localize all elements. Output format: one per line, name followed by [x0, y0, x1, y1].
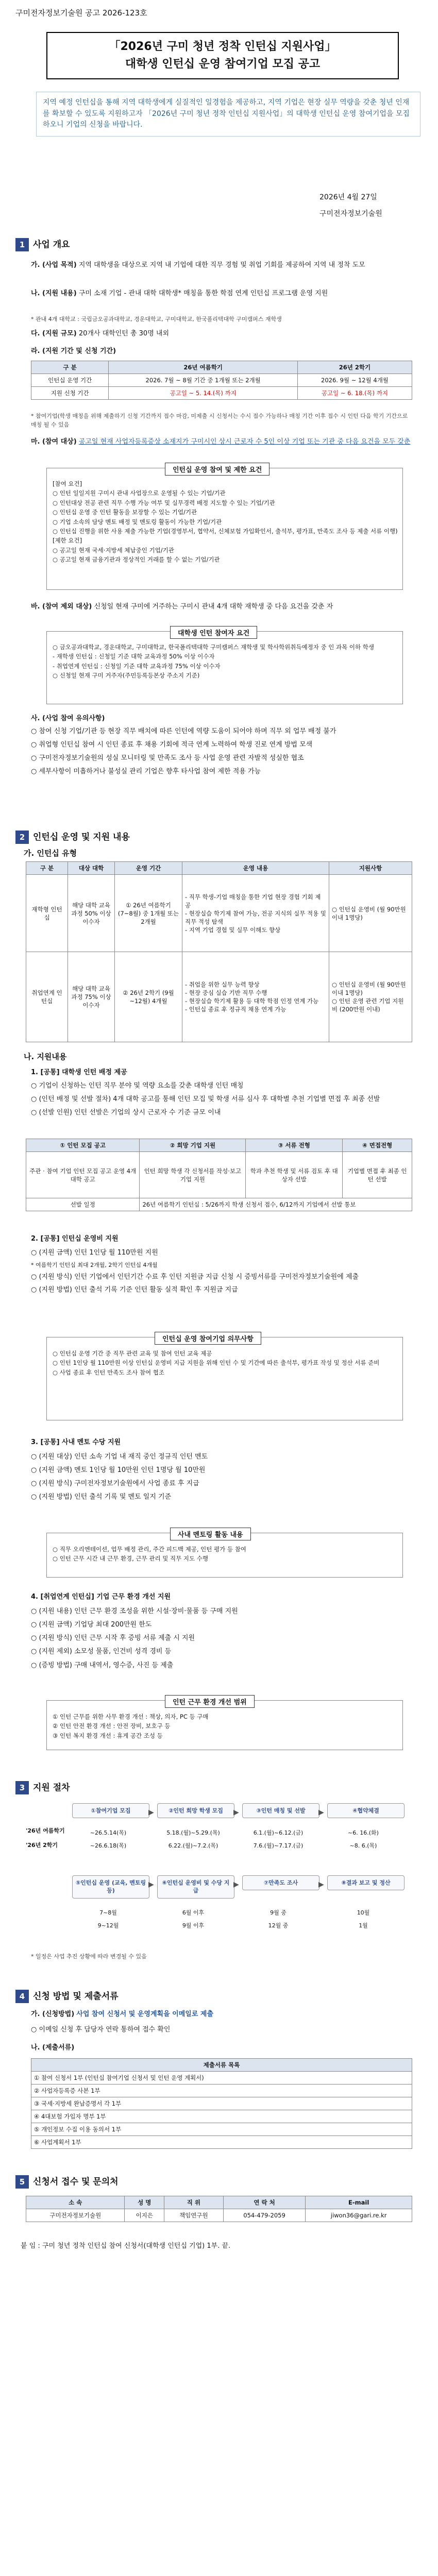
method-note: ○ 이메일 신청 후 담당자 연락 통하여 접수 확인 [31, 2026, 171, 2033]
extra-box-content [53, 1712, 398, 1740]
mentor-box-content [53, 1545, 398, 1564]
support-line: ○ (선발 인원) 인턴 선발은 기업의 상시 근로자 수 기준 규모 이내 [31, 1109, 221, 1117]
type-table [26, 861, 412, 1042]
exclusion-item [31, 602, 412, 612]
section-title: 지원 절차 [33, 1783, 70, 1793]
flow-header: ③ 서류 전형 [246, 1139, 343, 1152]
title-line-2: 대학생 인턴십 운영 참여기업 모집 공고 [125, 58, 321, 71]
extra-line: ○ (지원 방식) 인턴 근무 시작 후 증빙 서류 제출 시 지원 [31, 1634, 195, 1642]
section-number: 4 [15, 1990, 29, 2003]
target-line: ○ 인턴십 운영 중 인턴 활동을 보장할 수 있는 기업/기관 [53, 509, 197, 516]
support-line: ○ 기업이 신청하는 인턴 직무 분야 및 역량 요소를 갖춘 대학생 인턴 매칭 [31, 1082, 244, 1090]
target-line: ○ 기업 소속의 담당 멘토 배정 및 멘토링 활동이 가능한 기업/기관 [53, 518, 222, 526]
target-line: ○ 공고일 현재 국세·지방세 체납중인 기업/기관 [53, 546, 174, 554]
mentor-box-line: ○ 인턴 근무 시간 내 근무 환경, 근무 관리 및 직무 지도 수행 [53, 1555, 208, 1563]
method-label: 가. (신청방법) [31, 2010, 75, 2018]
target-box-content [53, 479, 398, 565]
notice-number: 구미전자정보기술원 공고 2026-123호 [15, 8, 147, 18]
op-box-line: ○ 사업 종료 후 인턴 만족도 조사 참여 협조 [53, 1368, 165, 1376]
section-title: 신청서 접수 및 문의처 [33, 2177, 119, 2187]
step-2 [157, 1803, 234, 1818]
extra-line: ○ (지원 내용) 인턴 근무 환경 조성을 위한 시설·장비·물품 등 구매 지원 [31, 1607, 238, 1615]
section-number: 5 [15, 2175, 29, 2189]
step-label: ⑧결과 보고 및 정산 [341, 1879, 391, 1886]
period-header: 26년 여름학기 [109, 361, 298, 374]
scale-text: 20개사 대학인턴 총 30명 내외 [78, 330, 170, 337]
extra-box-title: 인턴 근무 환경 개선 범위 [165, 1695, 255, 1708]
section-title: 인턴십 운영 및 지원 내용 [33, 832, 130, 842]
section-title: 신청 방법 및 제출서류 [33, 1991, 119, 2002]
op-box-line: ○ 인턴 1인당 월 110만원 이상 인턴십 운영비 지급 지원을 위해 인턴 수 및 기간에 따른 출석부, 평가표 작성 및 정산 서류 준비 [53, 1359, 380, 1367]
period-cell: 2026. 9월 ~ 12월 4개월 [297, 374, 412, 387]
flow-cell: 인턴 희망 학생 각 신청서를 작성·보고 기업 지원 [140, 1152, 246, 1198]
arrow-right-icon: ▶ [233, 1808, 239, 1817]
step-label: ⑥인턴십 운영비 및 수당 지급 [162, 1879, 230, 1894]
doc-item: ② 사업자등록증 사본 1부 [31, 2084, 412, 2097]
extra-box-line: ② 인턴 안전 환경 개선 : 안전 장비, 보호구 등 [53, 1722, 171, 1730]
flow-header: ② 희망 기업 지원 [140, 1139, 246, 1152]
step-5 [72, 1875, 149, 1899]
target-line: ○ 공고일 현재 금융기관과 정상적인 거래를 할 수 없는 기업/기관 [53, 556, 220, 564]
mentor-box-title: 사내 멘토링 활동 내용 [170, 1528, 251, 1540]
tip-item: ○ 구미전자정보기술원의 성실 모니터링 및 만족도 조사 등 사업 운영 관련 자발적 성실한 협조 [31, 754, 304, 762]
contact-header: 직 위 [164, 2196, 223, 2209]
contact-header: E-mail [306, 2196, 412, 2209]
support-item [31, 289, 412, 299]
type-cell: ① 26년 여름학기 (7~8월) 중 1개월 또는 2개월 [115, 875, 182, 952]
table-row [31, 374, 412, 387]
row-label: '26년 2학기 [26, 1841, 58, 1849]
support-sub-label: 1. [공통] 대학생 인턴 배정 제공 [31, 1069, 127, 1076]
extra-line: ○ (증빙 방법) 구매 내역서, 영수증, 사진 등 제출 [31, 1661, 174, 1669]
op-label: 2. [공통] 인턴십 운영비 지원 [31, 1235, 119, 1243]
section-title: 사업 개요 [33, 240, 70, 250]
exclusion-text: 신청일 현재 구미에 거주하는 구미시 관내 4개 대학 재학생 중 다음 요건을 갖춘 자 [94, 603, 333, 611]
step-1-dates: ~26.5.14(목) ~26.6.18(목) [90, 1829, 127, 1850]
type-cell: ○ 인턴십 운영비 (월 90만원 이내 1명당) ○ 인턴 운영 관련 기업 지원비 (200만원 이내) [329, 952, 412, 1042]
type-sub: 가. 인턴십 유형 [24, 849, 77, 858]
contact-table [26, 2196, 412, 2222]
type-cell: 취업연계 인턴십 [26, 952, 68, 1042]
purpose-text: 지역 대학생을 대상으로 지역 내 기업에 대한 직무 경험 및 취업 기회를 제공하여 지역 내 정착 도모 [78, 261, 365, 269]
extra-line: ○ (지원 금액) 기업당 최대 200만원 한도 [31, 1621, 152, 1629]
target-line: [제한 요건] [53, 537, 82, 545]
title-line-1: 「2026년 구미 청년 정착 인턴십 지원사업」 [109, 40, 336, 53]
period-cell: 2026. 7월 ~ 8월 기간 중 1개월 또는 2개월 [109, 374, 298, 387]
section-3-heading [15, 1780, 70, 1794]
type-header: 운영 내용 [182, 862, 329, 875]
contact-cell: 054-479-2059 [223, 2209, 306, 2222]
support-list [31, 1081, 412, 1118]
universities-note: * 관내 4개 대학교 : 국립금오공과대학교, 경운대학교, 구미대학교, 한국폴리텍대학 구미캠퍼스 재학생 [31, 316, 282, 323]
contact-cell: 이지은 [125, 2209, 164, 2222]
step-4-dates: ~6. 16.(화) ~8. 6.(목) [348, 1829, 379, 1850]
type-cell: ○ 인턴십 운영비 (월 90만원 이내 1명당) [329, 875, 412, 952]
type-cell: 해당 대학 교육과정 50% 이상 이수자 [68, 875, 115, 952]
intro-text: 지역 예정 인턴십을 통해 지역 대학생에게 실질적인 일경험을 제공하고, 지역 기업은 현장 실무 역량을 갖춘 청년 인재를 확보할 수 있도록 지원하고자 「2026년 구미 청년 정착 인턴십 지원사업」의 대학생 인턴십 운영 참여기업을 모집하오니 기업의 신청을 바랍니다. [36, 92, 420, 137]
period-table [31, 361, 412, 400]
contact-header: 소 속 [26, 2196, 125, 2209]
section-2-heading [15, 829, 130, 844]
period-label: 라. (지원 기간 및 신청 기간) [31, 347, 116, 355]
period-cell: 공고일 ~ 6. 18.(목) 까지 [297, 387, 412, 400]
flow-cell: 기업별 면접 후 최종 인턴 선발 [343, 1152, 412, 1198]
exclusion-line: ○ 신청일 현재 구미 거주자(주민등록등본상 주소지 기준) [53, 672, 200, 680]
exclusion-box-content [53, 642, 398, 681]
op-line: * 여름학기 인턴십 최대 2개월, 2학기 인턴십 4개월 [31, 1262, 158, 1269]
exclusion-label: 바. (참여 제외 대상) [31, 603, 92, 611]
target-line: ○ 인턴 일일지원 구미시 관내 사업장으로 운영될 수 있는 기업/기관 [53, 489, 226, 497]
table-row [31, 2136, 412, 2149]
target-text: 공고일 현재 사업자등록증상 소재지가 구미시인 상시 근로자 수 5인 이상 기업 또는 기관 중 다음 요건을 모두 갖춘 [78, 438, 411, 446]
op-box-content [53, 1349, 398, 1377]
period-cell: 인턴십 운영 기간 [31, 374, 109, 387]
period-header: 구 분 [31, 361, 109, 374]
section-number: 1 [15, 238, 29, 251]
type-header: 구 분 [26, 862, 68, 875]
step-label: ②인턴 희망 학생 모집 [169, 1807, 223, 1814]
flow-cell: 주관 · 참여 기업 인턴 모집 공고 운영 4개 대학 공고 [26, 1152, 140, 1198]
section-1-heading [15, 237, 70, 251]
row-label: '26년 여름학기 [26, 1827, 65, 1834]
title-box [46, 32, 399, 79]
arrow-right-icon: ▶ [318, 1808, 324, 1817]
step-1 [72, 1803, 149, 1818]
target-label: 마. (참여 대상) [31, 438, 77, 446]
period-header: 26년 2학기 [297, 361, 412, 374]
doc-item: ① 참여 신청서 1부 (인턴십 참여기업 신청서 및 인턴 운영 계획서) [31, 2072, 412, 2084]
contact-header: 연 락 처 [223, 2196, 306, 2209]
arrow-right-icon: ▶ [148, 1880, 154, 1889]
attachment-footer: 붙 임 : 구미 청년 정착 인턴십 참여 신청서(대학생 인턴십 기업) 1부. 끝. [21, 2242, 231, 2250]
flow-cell: 학과 추천 학생 및 서류 검토 후 대상자 선발 [246, 1152, 343, 1198]
extra-line: ○ (지원 제외) 소모성 물품, 인건비 성격 경비 등 [31, 1648, 172, 1656]
step-label: ⑦만족도 조사 [263, 1879, 298, 1886]
step-8 [327, 1875, 405, 1890]
op-line: ○ (지원 금액) 인턴 1인당 월 110만원 지원 [31, 1249, 158, 1257]
section-number: 2 [15, 831, 29, 844]
tip-item: ○ 취업형 인턴십 참여 시 인턴 종료 후 채용 기회에 적극 연계 노력하여 학생 진로 연계 방법 모색 [31, 741, 313, 749]
step-6 [157, 1875, 234, 1899]
mentor-line: ○ (지원 대상) 인턴 소속 기업 내 재직 중인 정규직 인턴 멘토 [31, 1453, 208, 1461]
mentor-list [31, 1452, 412, 1503]
mentor-line: ○ (지원 방식) 구미전자정보기술원에서 사업 종료 후 지급 [31, 1480, 199, 1488]
tips-list [31, 726, 412, 777]
step-5-dates: 7~8월 9~12월 [97, 1909, 119, 1929]
exclusion-line: ○ 금오공과대학교, 경운대학교, 구미대학교, 한국폴리텍대학 구미캠퍼스 재학생 및 학사학위취득예정자 중 인 과목 이하 학생 [53, 643, 374, 651]
doc-item: ⑥ 사업계획서 1부 [31, 2136, 412, 2149]
exclusion-line: - 재학생 인턴십 : 신청일 기준 대학 교육과정 50% 이상 이수자 [53, 653, 215, 660]
flow-table [26, 1139, 412, 1211]
type-cell: - 취업을 위한 실무 능력 향상 - 현장 중심 실습 기반 직무 수행 - 현장실습 학기제 활용 등 대학 학점 인정 연계 가능 - 인턴십 종료 후 정규직 채용 연계 가능 [182, 952, 329, 1042]
op-box-title: 인턴십 운영 참여기업 의무사항 [155, 1332, 261, 1345]
flow-header: ① 인턴 모집 공고 [26, 1139, 140, 1152]
extra-box-line: ③ 인턴 복지 환경 개선 : 휴게 공간 조성 등 [53, 1732, 163, 1739]
step-label: ⑤인턴십 운영 (교육, 멘토링 등) [75, 1879, 146, 1894]
step-3-dates: 6.1.(월)~6.12.(금) 7.6.(월)~7.17.(금) [253, 1829, 304, 1850]
docs-label: 나. (제출서류) [31, 2044, 75, 2052]
step-8-dates: 10월 1월 [357, 1909, 370, 1929]
op-line: ○ (지원 방식) 인턴 기업에서 인턴기간 수료 후 인턴 지원금 지급 신청 시 증빙서류를 구미전자정보기술원에 제출 [31, 1273, 359, 1281]
period-cell: 공고일 ~ 5. 14.(목) 까지 [109, 387, 298, 400]
type-cell: 재학형 인턴십 [26, 875, 68, 952]
contact-header: 성 명 [125, 2196, 164, 2209]
target-item [31, 437, 412, 447]
table-row [26, 1152, 412, 1198]
type-cell: ② 26년 2학기 (9월~12월) 4개월 [115, 952, 182, 1042]
mentor-box-line: ○ 직무 오리엔테이션, 업무 배정 관리, 주간 피드백 제공, 인턴 평가 등 참여 [53, 1546, 246, 1553]
step-7-dates: 9월 중 12월 중 [268, 1909, 289, 1929]
table-row [26, 1198, 412, 1211]
table-row [31, 2110, 412, 2123]
op-list [31, 1248, 412, 1295]
flow-header: ④ 면접전형 [343, 1139, 412, 1152]
purpose-item [31, 260, 412, 270]
table-row [31, 2097, 412, 2110]
table-row [31, 2123, 412, 2136]
process-row-labels [26, 1803, 72, 1852]
step-label: ①참여기업 모집 [91, 1807, 131, 1814]
scale-label: 다. (지원 규모) [31, 330, 77, 337]
notice-date: 2026년 4월 27일 [319, 193, 377, 201]
step-4 [327, 1803, 405, 1818]
step-label: ③인턴 매칭 및 선발 [256, 1807, 306, 1814]
section-5-heading [15, 2174, 119, 2189]
period-cell: 지원 신청 기간 [31, 387, 109, 400]
support-line: ○ (인턴 배정 및 선발 절차) 4개 대학 공고를 통해 인턴 모집 및 학생 서류 심사 후 대학별 추천 기업별 면접 후 최종 선발 [31, 1095, 380, 1104]
method-item [31, 2009, 412, 2020]
docs-table [31, 2058, 412, 2149]
mentor-label: 3. [공통] 사내 멘토 수당 지원 [31, 1438, 121, 1446]
flow-cell: 26년 여름학기 인턴십 : 5/26까지 학생 신청서 접수, 6/12까지 기업에서 선발 통보 [140, 1198, 412, 1211]
scale-item [31, 329, 412, 339]
exclusion-box-title: 대학생 인턴 참여자 요건 [170, 626, 257, 639]
doc-item: ⑤ 개인정보 수집 이용 동의서 1부 [31, 2123, 412, 2136]
extra-label: 4. [취업연계 인턴십] 기업 근무 환경 개선 지원 [31, 1593, 171, 1601]
table-row [26, 875, 412, 952]
doc-item: ④ 4대보험 가입자 명부 1부 [31, 2110, 412, 2123]
contact-cell: 구미전자정보기술원 [26, 2209, 125, 2222]
type-cell: - 직무 학생-기업 매칭을 통한 기업 현장 경험 기회 제공 - 현장실습 학기제 참여 가능, 전공 지식의 실무 적용 및 직무 적성 탐색 - 지역 기업 경험 및 실무 이해도 향상 [182, 875, 329, 952]
table-row [31, 2072, 412, 2084]
step-3 [242, 1803, 319, 1818]
arrow-right-icon: ▶ [318, 1880, 324, 1889]
extra-list [31, 1606, 412, 1671]
arrow-right-icon: ▶ [148, 1808, 154, 1817]
op-box-line: ○ 인턴십 운영 기간 중 직무 관련 교육 및 참여 인턴 교육 제공 [53, 1350, 212, 1357]
step-2-dates: 5.18.(월)~5.29.(목) 6.22.(월)~7.2.(목) [166, 1829, 220, 1850]
target-line: ○ 인턴대상 전공 관련 직무 수행 가능 여부 및 실무경력 배정 지도할 수 있는 기업/기관 [53, 499, 275, 506]
arrow-right-icon: ▶ [233, 1880, 239, 1889]
tip-item: ○ 참여 신청 기업/기관 등 현장 직무 배치에 따른 인턴에 역량 도움이 되어야 하며 직무 외 업무 배정 불가 [31, 727, 336, 735]
section-number: 3 [15, 1781, 29, 1794]
purpose-label: 가. (사업 목적) [31, 261, 77, 269]
contact-email[interactable]: jiwon36@gari.re.kr [306, 2209, 412, 2222]
mentor-line: ○ (지원 방법) 인턴 출석 기록 및 멘토 일지 기준 [31, 1493, 172, 1501]
tip-item: ○ 세부사항이 미흡하거나 불성실 관리 기업은 향후 타사업 참여 제한 적용 가능 [31, 768, 261, 776]
target-line: [참여 요건] [53, 480, 82, 487]
type-header: 대상 대학 [68, 862, 115, 875]
doc-item: ③ 국세·지방세 완납증명서 각 1부 [31, 2097, 412, 2110]
table-row [26, 952, 412, 1042]
contact-cell: 책임연구원 [164, 2209, 223, 2222]
step-label: ④협약체결 [352, 1807, 379, 1814]
table-row [26, 2209, 412, 2222]
type-header: 지원사항 [329, 862, 412, 875]
flow-cell: 선발 일정 [26, 1198, 140, 1211]
period-notes: * 참여기업(학생 매칭을 위해 제출하기 신청 기간까지 접수 마감, 미제출 시 신청서는 수시 접수 가능하나 매칭 기간 이후 접수 시 인턴 다음 학기 기간으로 매칭 될 수 있음 [31, 413, 408, 428]
support-sub: 나. 지원내용 [24, 1052, 67, 1061]
section-4-heading [15, 1989, 119, 2003]
type-header: 운영 기간 [115, 862, 182, 875]
target-line: ○ 인턴십 진행을 위한 사용 제출 가능한 기업(경영부서, 협약서, 신체보험 가입확인서, 출석부, 평가표, 만족도 조사 등 제출 서류 이행) [53, 527, 398, 535]
target-box-title: 인턴십 운영 참여 및 제한 요건 [165, 463, 269, 476]
process-note: * 일정은 사업 추진 상황에 따라 변경될 수 있음 [31, 1953, 147, 1960]
op-line: ○ (지원 방법) 인턴 출석 기록 기준 인턴 활동 실적 확인 후 지원금 지급 [31, 1286, 238, 1294]
type-cell: 해당 대학 교육과정 75% 이상 이수자 [68, 952, 115, 1042]
docs-header: 제출서류 목록 [31, 2059, 412, 2072]
support-label: 나. (지원 내용) [31, 290, 77, 297]
table-row [31, 2084, 412, 2097]
extra-box-line: ① 인턴 근무를 위한 사무 환경 개선 : 책상, 의자, PC 등 구매 [53, 1713, 209, 1720]
step-6-dates: 6월 이후 9월 이후 [182, 1909, 205, 1929]
step-7 [242, 1875, 319, 1890]
mentor-line: ○ (지원 금액) 멘토 1인당 월 10만원 인턴 1명당 월 10만원 [31, 1466, 206, 1475]
notice-org: 구미전자정보기술원 [319, 210, 382, 218]
tips-label: 사. (사업 참여 유의사항) [31, 715, 105, 722]
table-row [31, 387, 412, 400]
method-text: 사업 참여 신청서 및 운영계획을 이메일로 제출 [76, 2010, 214, 2018]
exclusion-line: - 취업연계 인턴십 : 신청일 기준 대학 교육과정 75% 이상 이수자 [53, 662, 221, 670]
support-text: 구미 소재 기업 - 관내 대학 대학생* 매칭을 통한 학점 연계 인턴십 프로그램 운영 지원 [78, 290, 328, 297]
